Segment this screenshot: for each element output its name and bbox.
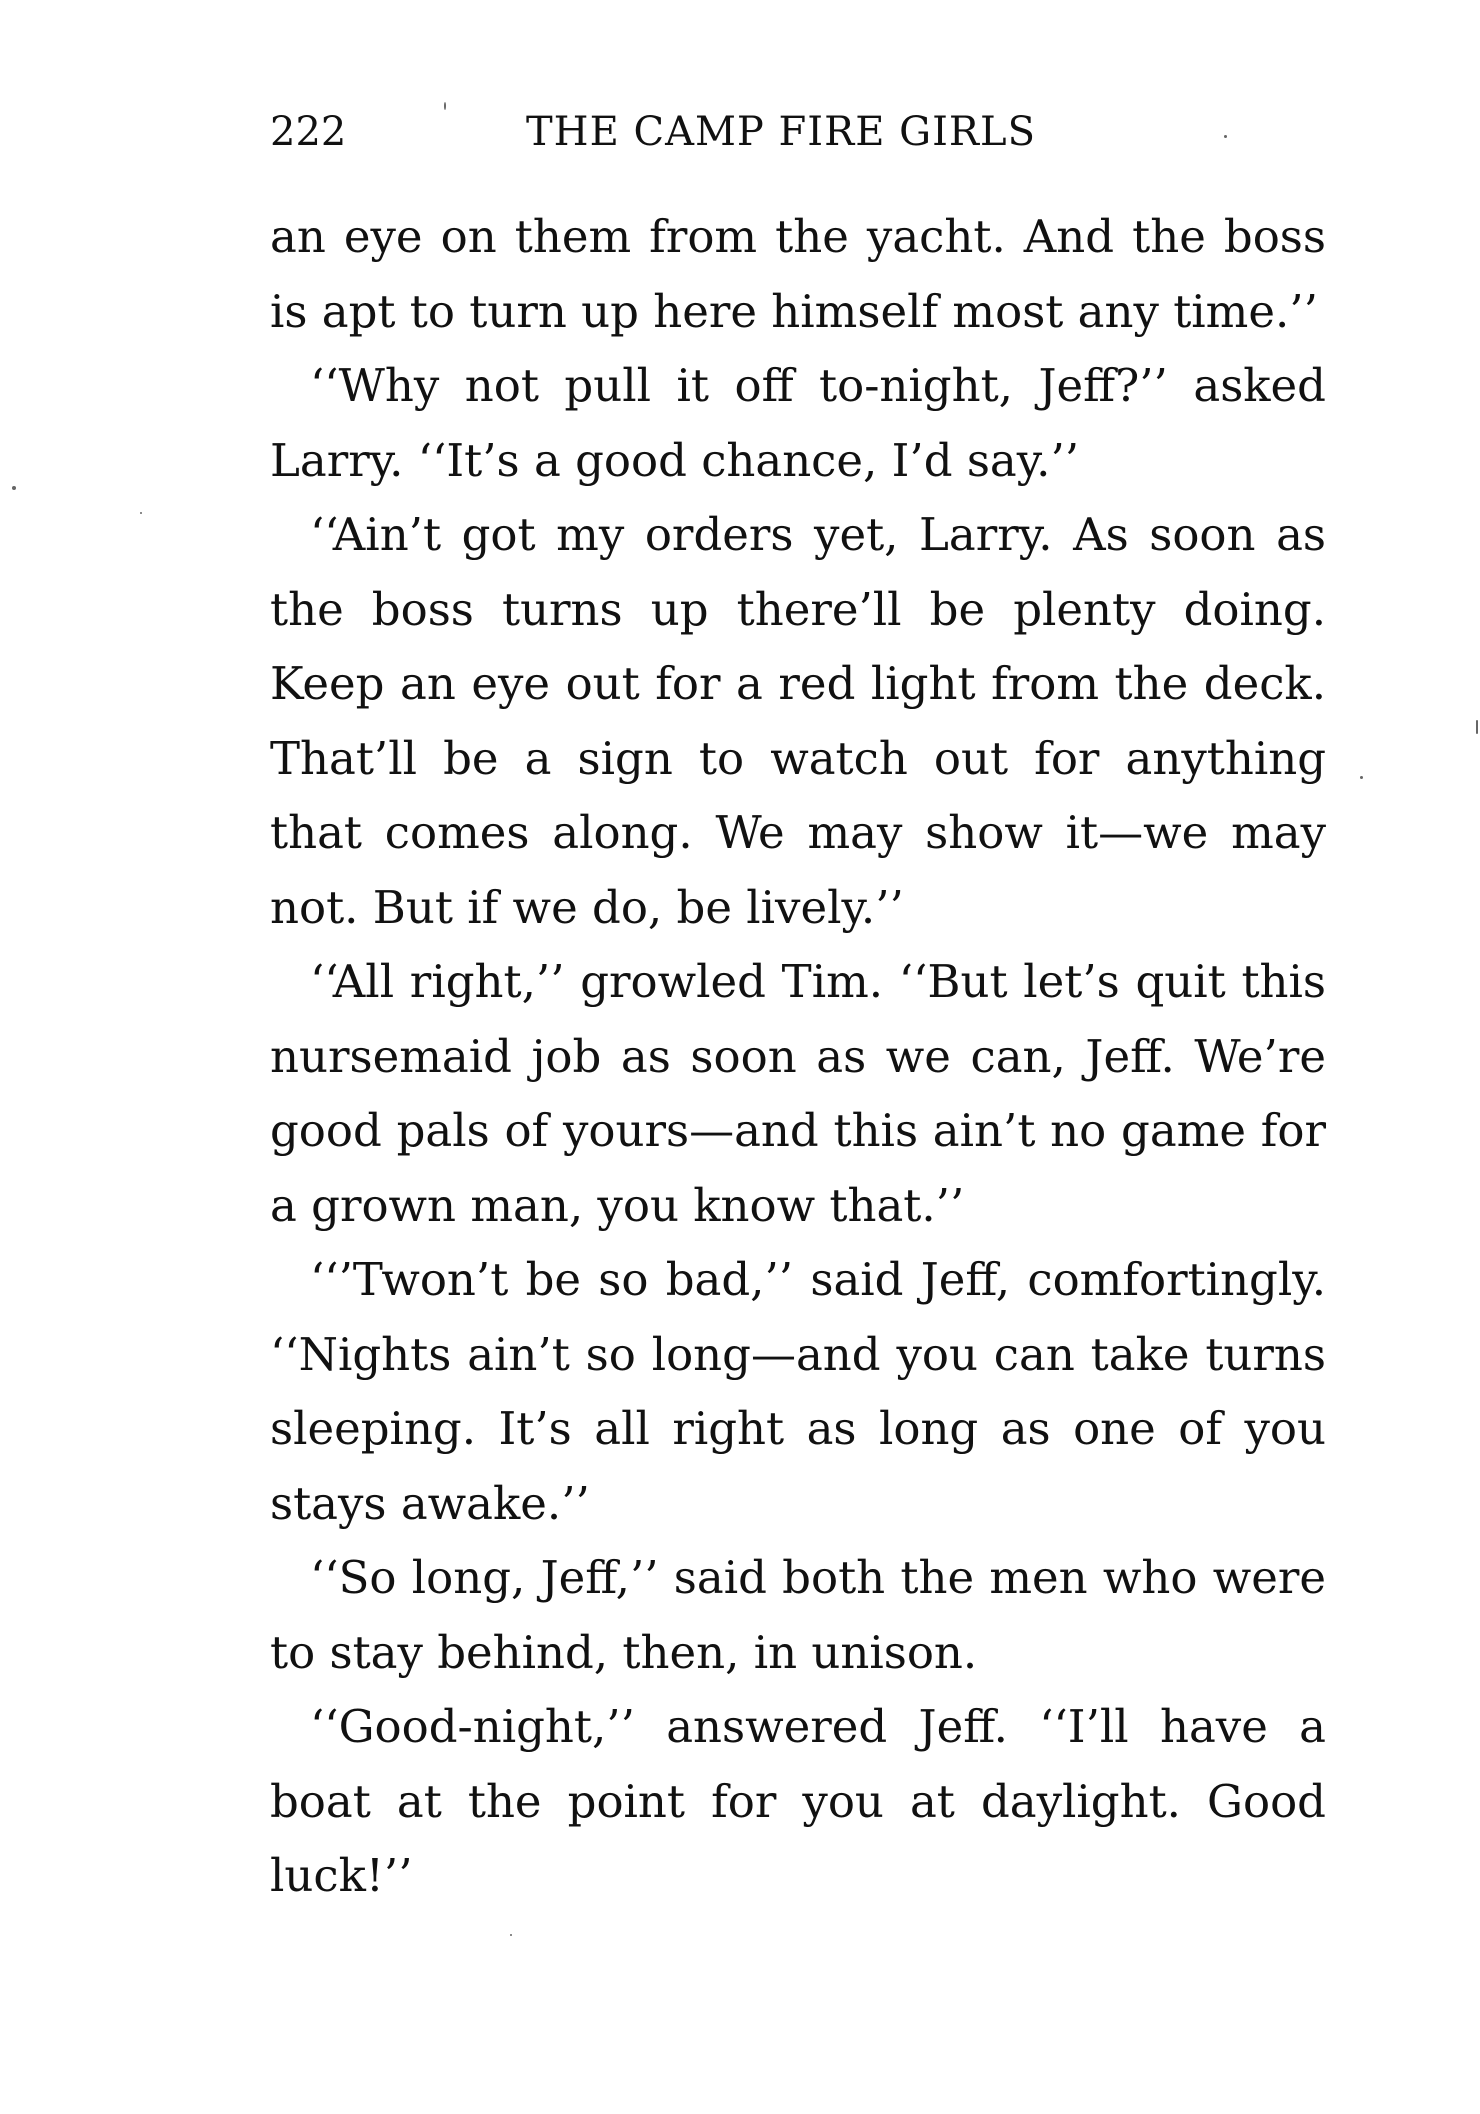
scan-speck [444, 102, 446, 110]
paragraph: ‘‘Good-night,’’ answered Jeff. ‘‘I’ll have a boat at the point for you at daylight. Good luck!’’ [270, 1700, 1326, 1902]
scan-speck [1476, 720, 1478, 734]
scan-speck [12, 486, 16, 490]
body-text [270, 200, 1326, 1914]
paragraph: ‘‘So long, Jeff,’’ said both the men who were to stay behind, then, in unison. [270, 1551, 1326, 1679]
page-number: 222 [270, 109, 347, 155]
running-title: THE CAMP FIRE GIRLS [526, 109, 1036, 155]
scan-speck [140, 512, 142, 514]
paragraph: ‘‘Ain’t got my orders yet, Larry. As soon as the boss turns up there’ll be plenty doing. Keep an eye out for a red light from the deck. That’ll be a sign to watch out for anything that comes along. We may show it—we may not. But if we do, be lively.’’ [270, 508, 1326, 934]
paragraph: ‘‘All right,’’ growled Tim. ‘‘But let’s quit this nursemaid job as soon as we can, Jeff. We’re good pals of yours—and this ain’t no game for a grown man, you know that.’’ [270, 955, 1326, 1232]
paragraph: ‘‘Why not pull it off to-night, Jeff?’’ asked Larry. ‘‘It’s a good chance, I’d say.’’ [270, 359, 1326, 487]
page-header [270, 104, 1320, 160]
scan-speck [1360, 776, 1363, 779]
paragraph: an eye on them from the yacht. And the boss is apt to turn up here himself most any time.’’ [270, 210, 1326, 338]
scan-speck [1224, 135, 1227, 138]
scan-speck [510, 1934, 512, 1936]
paragraph: ‘‘’Twon’t be so bad,’’ said Jeff, comfortingly. ‘‘Nights ain’t so long—and you can take turns sleeping. It’s all right as long as one of you stays awake.’’ [270, 1253, 1326, 1530]
